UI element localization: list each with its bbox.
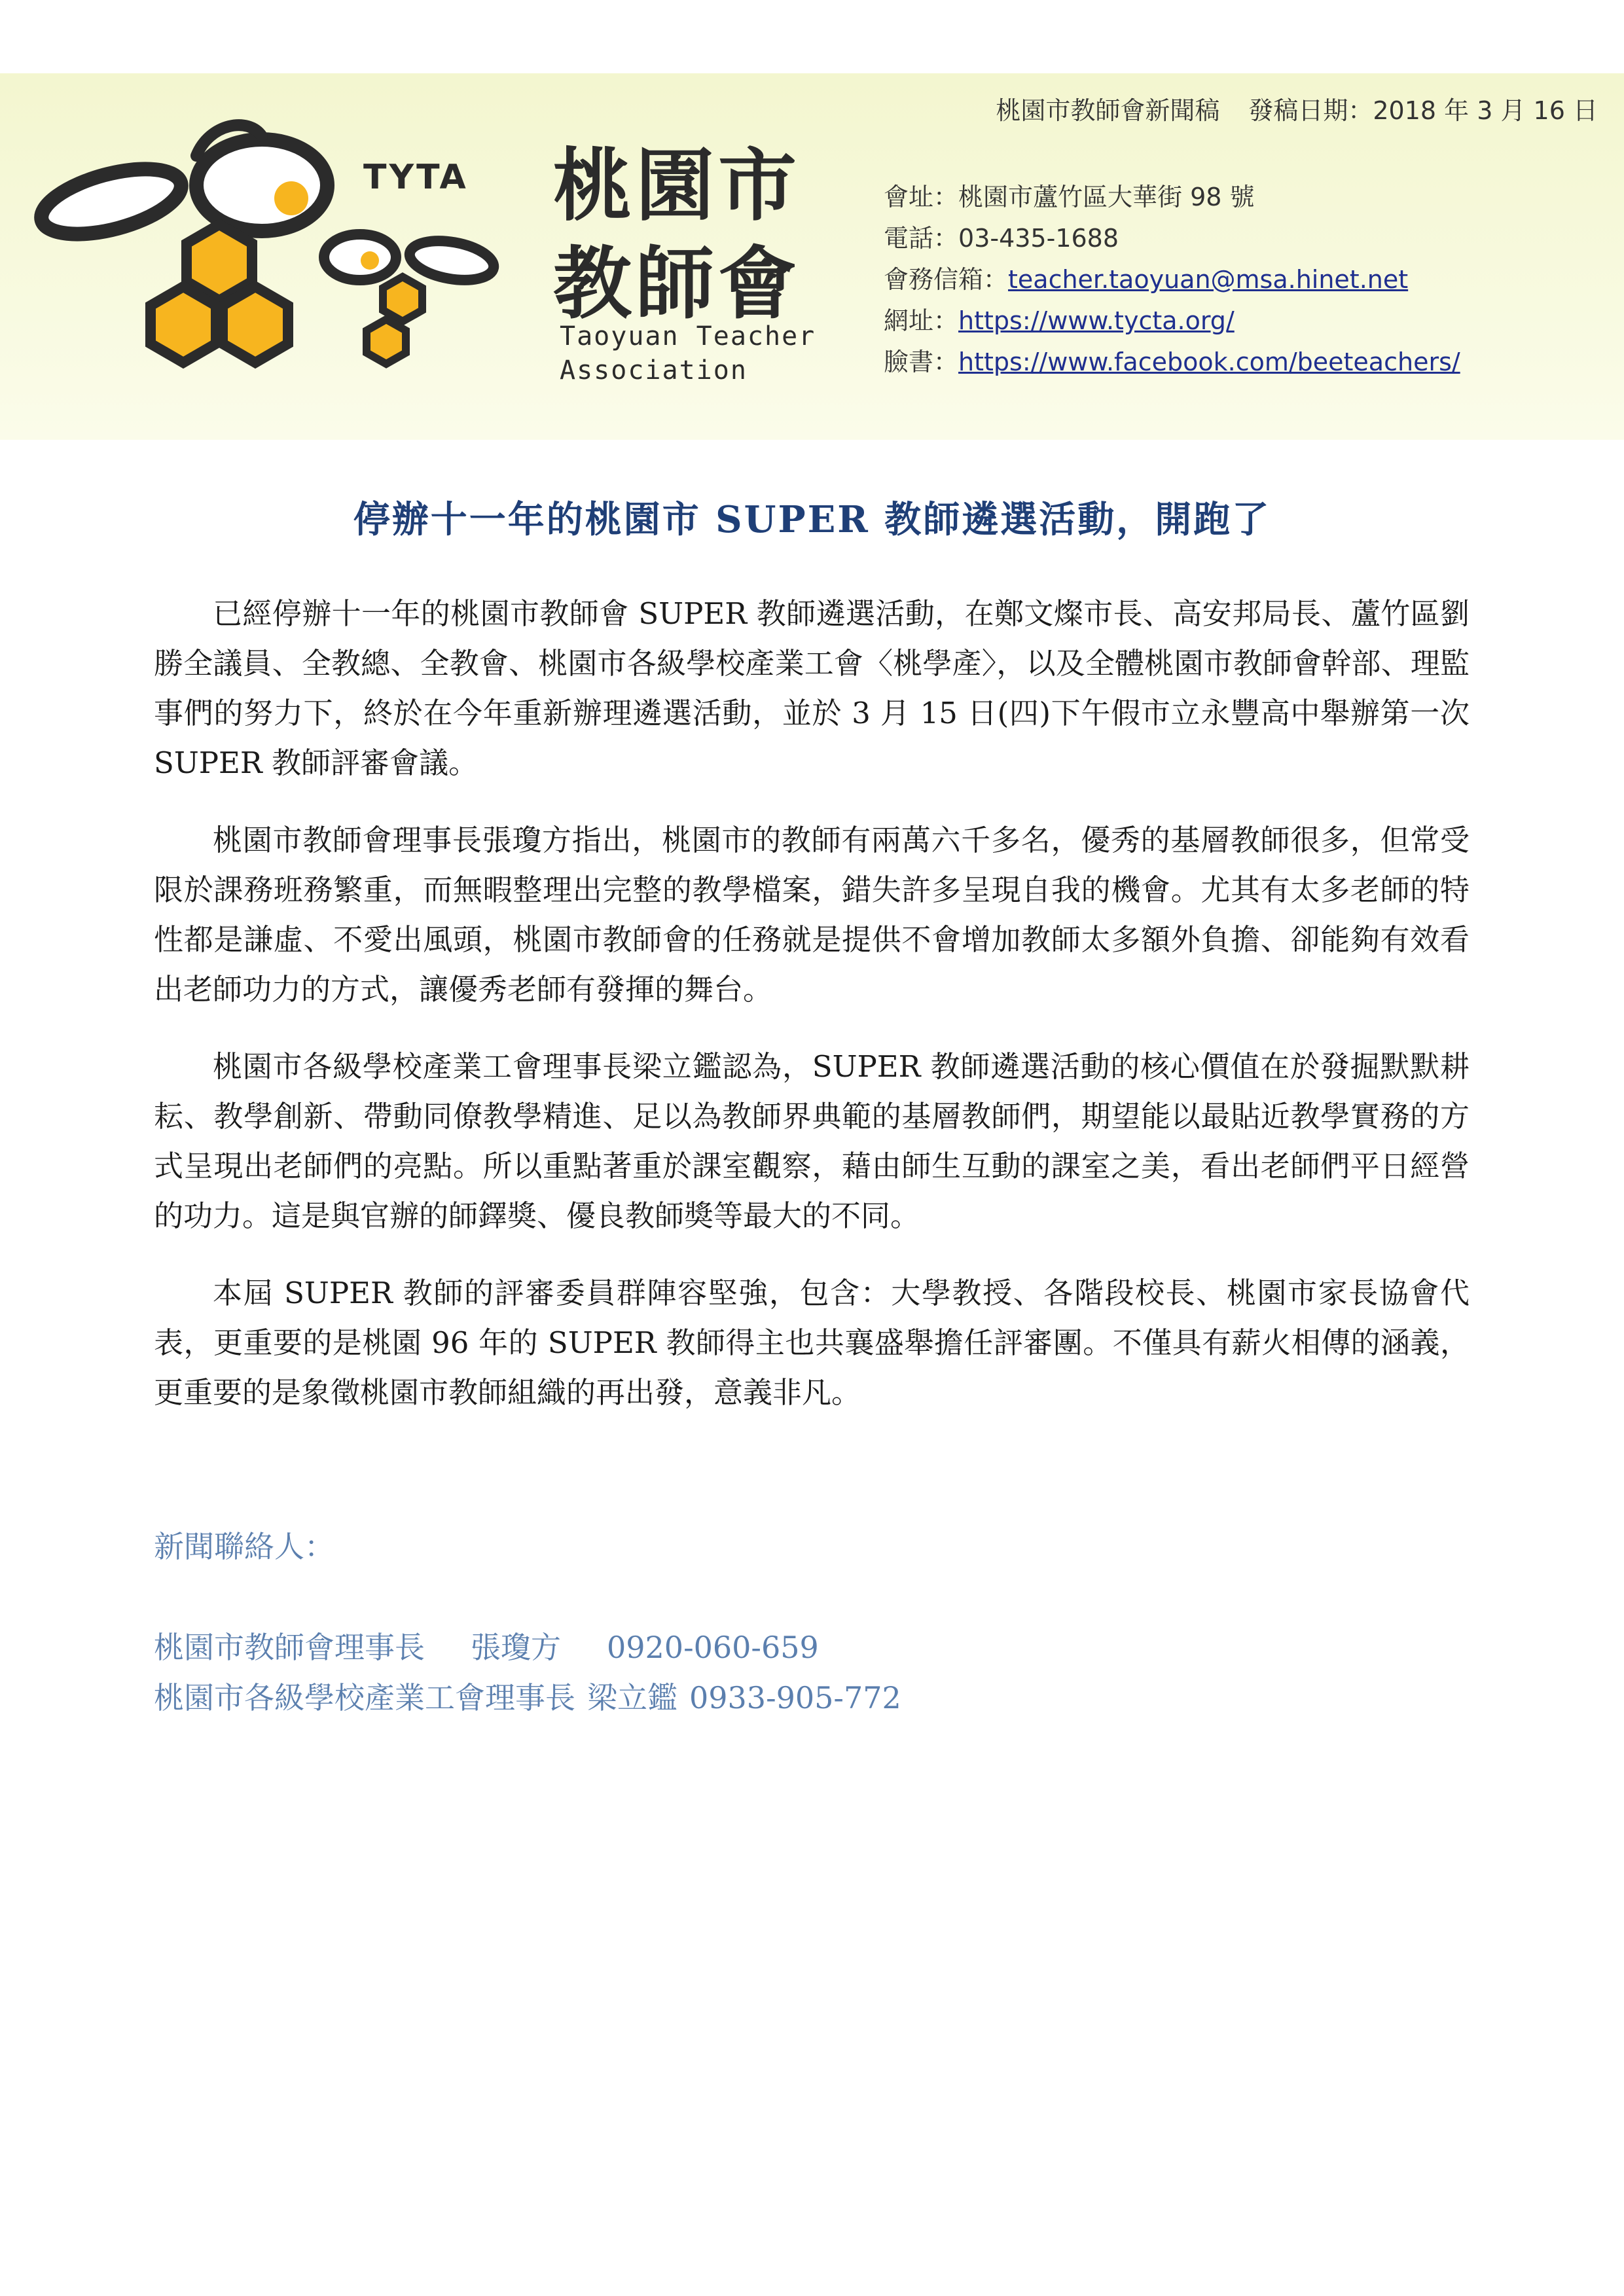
address-label: 會址： [884,183,959,211]
release-date: 發稿日期：2018 年 3 月 16 日 [1248,96,1598,125]
contact-name: 張瓊方 [471,1630,561,1665]
release-source: 桃園市教師會新聞稿 [996,96,1220,125]
email-label: 會務信箱： [884,265,1009,294]
tyta-bee-logo [33,110,517,385]
org-name-en-line2: Association [560,355,748,386]
org-name-zh [553,137,801,334]
facebook-label: 臉書： [884,348,959,376]
org-name-zh-line2: 教師會 [553,239,801,330]
article-body [154,589,1470,1445]
article-paragraph: 已經停辦十一年的桃園市教師會 SUPER 教師遴選活動，在鄭文燦市長、高安邦局長、蘆竹區劉勝全議員、全教總、全教會、桃園市各級學校產業工會〈桃學產〉，以及全體桃園市教師會幹部、理監事們的努力下，終於在今年重新辦理遴選活動，並於 3 月 15 日(四)下午假市立永豐高中舉辦第一次 SUPER 教師評審會議。 [154,596,1470,780]
phone-label: 電話： [884,224,959,253]
article-paragraph: 本屆 SUPER 教師的評審委員群陣容堅強，包含：大學教授、各階段校長、桃園市家長協會代表，更重要的是桃園 96 年的 SUPER 教師得主也共襄盛舉擔任評審團。不僅具有薪火相傳的涵義，更重要的是象徵桃園市教師組織的再出發，意義非凡。 [154,1276,1470,1410]
contact-title: 桃園市各級學校產業工會理事長 [154,1680,575,1715]
article-headline: 停辦十一年的桃園市 SUPER 教師遴選活動，開跑了 [353,498,1271,541]
release-info [996,90,1598,126]
facebook-link[interactable]: https://www.facebook.com/beeteachers/ [958,348,1460,376]
news-contact-label: 新聞聯絡人： [154,1529,334,1564]
news-contact-row [154,1623,901,1673]
contact-phone: 0920-060-659 [607,1630,819,1665]
logo-text: TYTA [363,158,469,197]
org-name-en [560,319,816,387]
article-paragraph: 桃園市各級學校產業工會理事長梁立鑑認為，SUPER 教師遴選活動的核心價值在於發掘默默耕耘、教學創新、帶動同僚教學精進、足以為教師界典範的基層教師們，期望能以最貼近教學實務的方式呈現出老師們的亮點。所以重點著重於課室觀察，藉由師生互動的課室之美，看出老師們平日經營的功力。這是與官辦的師鐸獎、優良教師獎等最大的不同。 [154,1049,1470,1233]
contact-phone: 0933-905-772 [689,1680,901,1715]
contact-block [884,177,1460,383]
org-name-en-line1: Taoyuan Teacher [560,321,816,351]
email-row [884,259,1460,300]
facebook-row [884,342,1460,383]
news-contact-block [154,1522,901,1723]
contact-name: 梁立鑑 [587,1680,677,1715]
contact-title: 桃園市教師會理事長 [154,1630,425,1665]
website-row [884,300,1460,342]
article-paragraph: 桃園市教師會理事長張瓊方指出，桃園市的教師有兩萬六千多名，優秀的基層教師很多，但常受限於課務班務繁重，而無暇整理出完整的教學檔案，錯失許多呈現自我的機會。尤其有太多老師的特性都是謙虛、不愛出風頭，桃園市教師會的任務就是提供不會增加教師太多額外負擔、卻能夠有效看出老師功力的方式，讓優秀老師有發揮的舞台。 [154,823,1470,1007]
website-label: 網址： [884,306,959,335]
email-link[interactable]: teacher.taoyuan@msa.hinet.net [1008,265,1409,294]
website-link[interactable]: https://www.tycta.org/ [958,306,1235,335]
org-name-zh-line1: 桃園市 [553,141,801,232]
news-contact-row [154,1673,901,1723]
phone-value: 03-435-1688 [958,224,1119,253]
phone-row [884,218,1460,259]
address-value: 桃園市蘆竹區大華街 98 號 [958,183,1255,211]
address-row [884,177,1460,218]
